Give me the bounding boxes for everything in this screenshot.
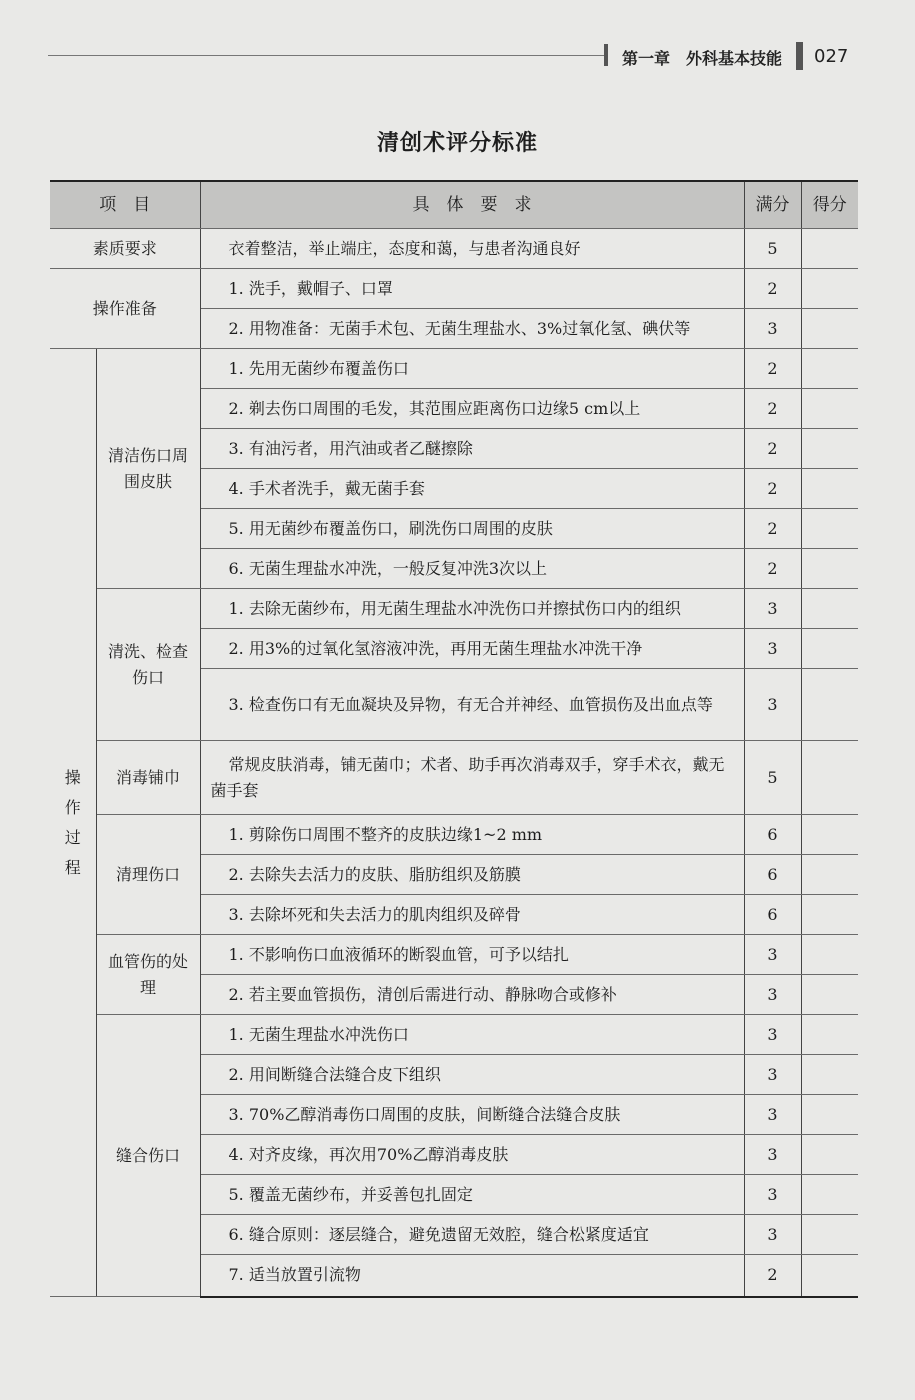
requirement-cell: 2. 用物准备：无菌手术包、无菌生理盐水、3%过氧化氢、碘伏等: [200, 309, 744, 349]
score-cell[interactable]: [801, 429, 858, 469]
score-cell[interactable]: [801, 975, 858, 1015]
requirement-cell: 2. 用间断缝合法缝合皮下组织: [200, 1055, 744, 1095]
score-cell[interactable]: [801, 549, 858, 589]
requirement-cell: 6. 无菌生理盐水冲洗，一般反复冲洗3次以上: [200, 549, 744, 589]
category-cell: 清理伤口: [96, 815, 200, 935]
score-cell[interactable]: [801, 269, 858, 309]
table-header-row: [50, 181, 858, 229]
max-score-cell: 2: [744, 389, 801, 429]
max-score-cell: 6: [744, 815, 801, 855]
requirement-cell: 7. 适当放置引流物: [200, 1255, 744, 1297]
table-row: [50, 589, 858, 629]
column-header-score: 得分: [801, 181, 858, 229]
category-cell: 血管伤的处理: [96, 935, 200, 1015]
chapter-title: 第一章 外科基本技能: [622, 49, 783, 68]
max-score-cell: 3: [744, 1215, 801, 1255]
requirement-cell: 5. 用无菌纱布覆盖伤口，刷洗伤口周围的皮肤: [200, 509, 744, 549]
max-score-cell: 3: [744, 629, 801, 669]
requirement-cell: 2. 去除失去活力的皮肤、脂肪组织及筋膜: [200, 855, 744, 895]
max-score-cell: 3: [744, 589, 801, 629]
max-score-cell: 5: [744, 229, 801, 269]
score-cell[interactable]: [801, 309, 858, 349]
table-row: [50, 935, 858, 975]
max-score-cell: 6: [744, 895, 801, 935]
page-title: 清创术评分标准: [376, 131, 538, 156]
column-header-item: 项 目: [50, 181, 200, 229]
category-cell: 清洗、检查伤口: [96, 589, 200, 741]
category-cell: 操作准备: [50, 269, 200, 349]
requirement-cell: 3. 有油污者，用汽油或者乙醚擦除: [200, 429, 744, 469]
requirement-cell: 3. 70%乙醇消毒伤口周围的皮肤，间断缝合法缝合皮肤: [200, 1095, 744, 1135]
column-header-max-score: 满分: [744, 181, 801, 229]
requirement-cell: 4. 手术者洗手，戴无菌手套: [200, 469, 744, 509]
requirement-cell: 衣着整洁，举止端庄，态度和蔼，与患者沟通良好: [200, 229, 744, 269]
max-score-cell: 5: [744, 741, 801, 815]
max-score-cell: 2: [744, 469, 801, 509]
page-number: 027: [814, 46, 849, 67]
scoring-table: [50, 180, 858, 1298]
max-score-cell: 3: [744, 669, 801, 741]
score-cell[interactable]: [801, 509, 858, 549]
requirement-cell: 1. 先用无菌纱布覆盖伤口: [200, 349, 744, 389]
requirement-cell: 3. 检查伤口有无血凝块及异物，有无合并神经、血管损伤及出血点等: [200, 669, 744, 741]
max-score-cell: 3: [744, 1095, 801, 1135]
score-cell[interactable]: [801, 935, 858, 975]
score-cell[interactable]: [801, 669, 858, 741]
max-score-cell: 2: [744, 509, 801, 549]
score-cell[interactable]: [801, 589, 858, 629]
table-row: [50, 349, 858, 389]
score-cell[interactable]: [801, 1255, 858, 1297]
max-score-cell: 3: [744, 309, 801, 349]
score-cell[interactable]: [801, 1215, 858, 1255]
requirement-cell: 2. 用3%的过氧化氢溶液冲洗，再用无菌生理盐水冲洗干净: [200, 629, 744, 669]
requirement-cell: 2. 若主要血管损伤，清创后需进行动、静脉吻合或修补: [200, 975, 744, 1015]
score-cell[interactable]: [801, 1055, 858, 1095]
max-score-cell: 3: [744, 975, 801, 1015]
category-cell: 清洁伤口周围皮肤: [96, 349, 200, 589]
requirement-cell: 1. 无菌生理盐水冲洗伤口: [200, 1015, 744, 1055]
score-cell[interactable]: [801, 815, 858, 855]
score-cell[interactable]: [801, 1175, 858, 1215]
header-rule: [48, 55, 608, 56]
max-score-cell: 3: [744, 935, 801, 975]
score-cell[interactable]: [801, 629, 858, 669]
max-score-cell: 3: [744, 1175, 801, 1215]
table-row: [50, 269, 858, 309]
max-score-cell: 3: [744, 1135, 801, 1175]
table-row: [50, 815, 858, 855]
table-row: [50, 741, 858, 815]
max-score-cell: 2: [744, 549, 801, 589]
category-cell: 缝合伤口: [96, 1015, 200, 1297]
section-label: 操作过程: [64, 767, 81, 877]
requirement-cell: 6. 缝合原则：逐层缝合，避免遗留无效腔，缝合松紧度适宜: [200, 1215, 744, 1255]
max-score-cell: 2: [744, 429, 801, 469]
score-cell[interactable]: [801, 349, 858, 389]
score-cell[interactable]: [801, 1135, 858, 1175]
section-cell: [50, 349, 96, 1297]
max-score-cell: 3: [744, 1055, 801, 1095]
requirement-cell: 4. 对齐皮缘，再次用70%乙醇消毒皮肤: [200, 1135, 744, 1175]
max-score-cell: 3: [744, 1015, 801, 1055]
table-row: [50, 1015, 858, 1055]
requirement-cell: 3. 去除坏死和失去活力的肌肉组织及碎骨: [200, 895, 744, 935]
requirement-cell: 1. 剪除伤口周围不整齐的皮肤边缘1~2 mm: [200, 815, 744, 855]
score-cell[interactable]: [801, 1015, 858, 1055]
requirement-cell: 2. 剃去伤口周围的毛发，其范围应距离伤口边缘5 cm以上: [200, 389, 744, 429]
page-header: [0, 0, 915, 90]
score-cell[interactable]: [801, 895, 858, 935]
table-row: [50, 229, 858, 269]
requirement-cell: 1. 洗手，戴帽子、口罩: [200, 269, 744, 309]
requirement-cell: 1. 去除无菌纱布，用无菌生理盐水冲洗伤口并擦拭伤口内的组织: [200, 589, 744, 629]
category-cell: 素质要求: [50, 229, 200, 269]
score-cell[interactable]: [801, 389, 858, 429]
header-separator: [796, 42, 803, 70]
score-cell[interactable]: [801, 469, 858, 509]
score-cell[interactable]: [801, 855, 858, 895]
max-score-cell: 2: [744, 269, 801, 309]
header-rule-end: [604, 44, 608, 66]
column-header-requirement: 具 体 要 求: [200, 181, 744, 229]
requirement-cell: 1. 不影响伤口血液循环的断裂血管，可予以结扎: [200, 935, 744, 975]
score-cell[interactable]: [801, 741, 858, 815]
category-cell: 消毒铺巾: [96, 741, 200, 815]
requirement-cell: 5. 覆盖无菌纱布，并妥善包扎固定: [200, 1175, 744, 1215]
score-cell[interactable]: [801, 229, 858, 269]
score-cell[interactable]: [801, 1095, 858, 1135]
max-score-cell: 2: [744, 1255, 801, 1297]
requirement-cell: 常规皮肤消毒，铺无菌巾；术者、助手再次消毒双手，穿手术衣，戴无菌手套: [200, 741, 744, 815]
max-score-cell: 2: [744, 349, 801, 389]
max-score-cell: 6: [744, 855, 801, 895]
